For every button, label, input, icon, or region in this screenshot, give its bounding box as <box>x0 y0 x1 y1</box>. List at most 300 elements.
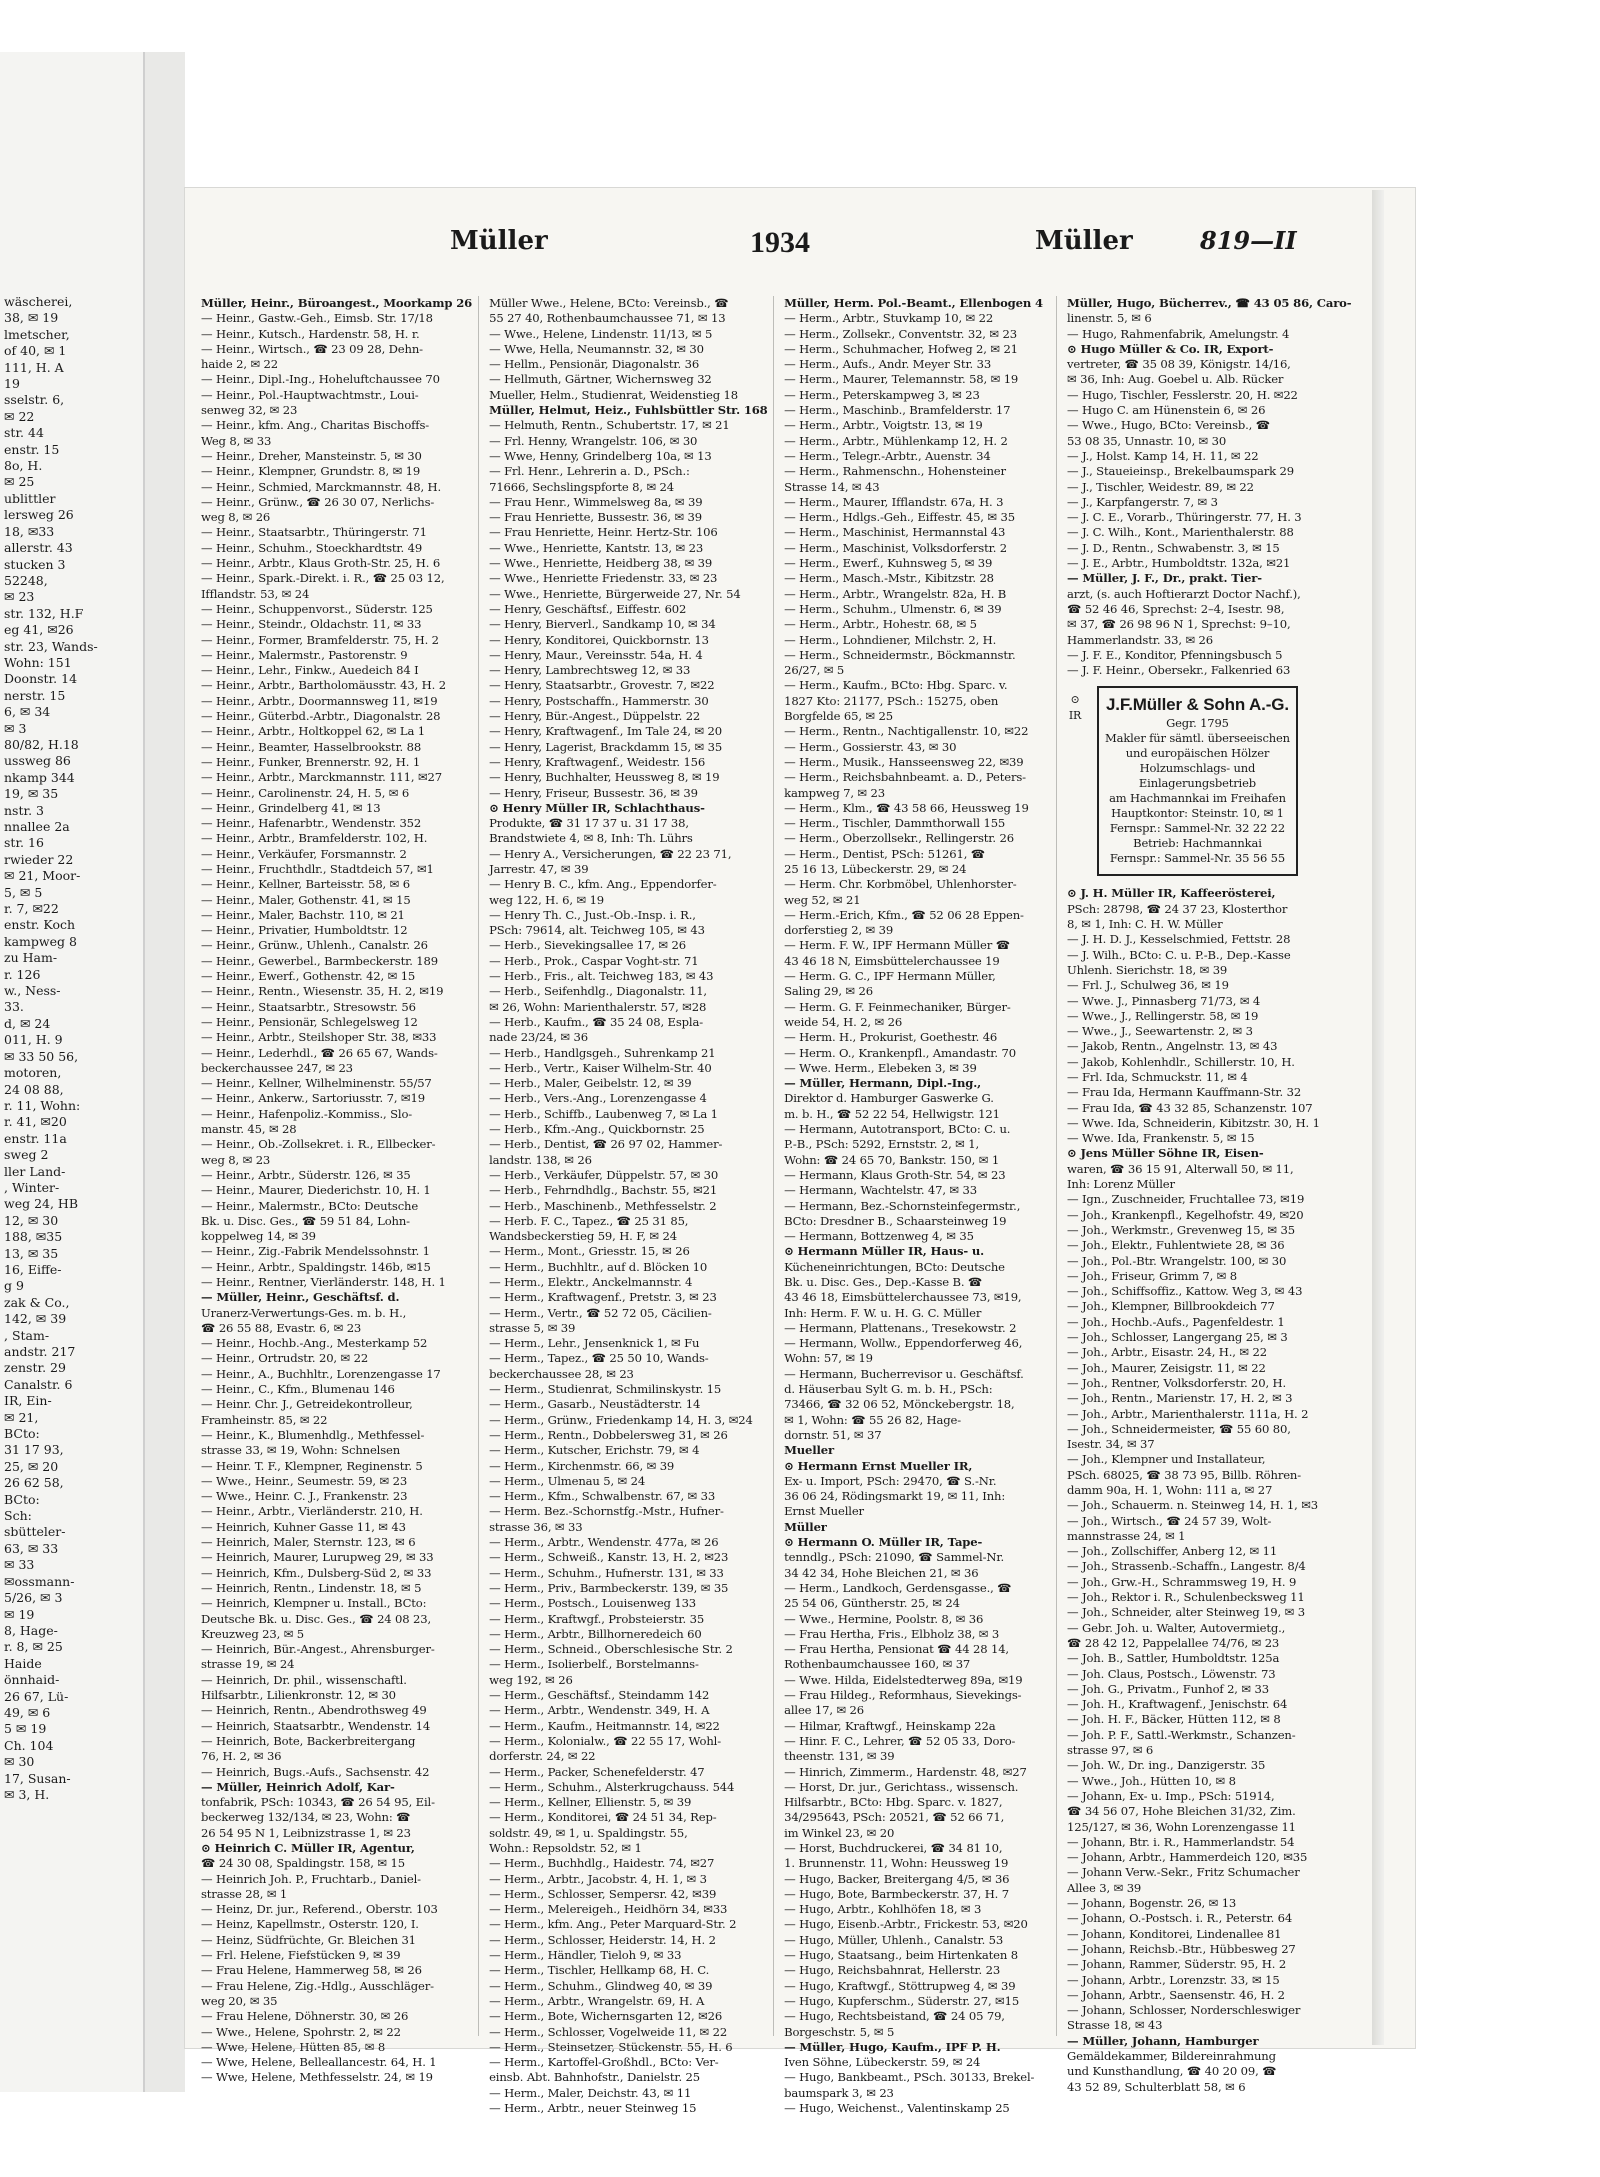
directory-entry: — Herb., Maler, Geibelstr. 12, ✉ 39 <box>489 1076 692 1091</box>
directory-entry: — Frau Henriette, Bussestr. 36, ✉ 39 <box>489 510 702 525</box>
directory-entry: — Joh. B., Sattler, Humboldtstr. 125a <box>1067 1651 1280 1666</box>
directory-entry: — Herm., Packer, Schenefelderstr. 47 <box>489 1764 705 1779</box>
directory-entry: — Heinr., Privatier, Humboldtstr. 12 <box>201 923 408 938</box>
directory-entry: — Joh., Wirtsch., ☎ 24 57 39, Wolt- <box>1067 1513 1272 1528</box>
directory-entry: — Hugo, Kraftwgf., Stöttrupweg 4, ✉ 39 <box>784 1978 1016 1993</box>
directory-entry: — Herm., Kutscher, Erichstr. 79, ✉ 4 <box>489 1443 700 1458</box>
directory-entry: Müller Wwe., Helene, BCto: Vereinsb., ☎ <box>489 296 729 310</box>
directory-entry: ⊙ Henry Müller IR, Schlachthaus- <box>489 800 705 815</box>
directory-entry: — Heinrich, Rentn., Lindenstr. 18, ✉ 5 <box>201 1580 422 1595</box>
fragment-line: 6, ✉ 34 <box>4 704 51 720</box>
fragment-line: BCto: <box>4 1491 40 1507</box>
directory-entry: Strasse 14, ✉ 43 <box>784 479 880 494</box>
directory-entry: — Hugo, Reichsbahnrat, Hellerstr. 23 <box>784 1963 1001 1978</box>
directory-entry: Strasse 18, ✉ 43 <box>1067 2018 1163 2033</box>
directory-entry: — Heinr., Gewerbel., Barmbeckerstr. 189 <box>201 953 438 968</box>
fragment-line: ublittler <box>4 490 56 506</box>
directory-entry: ✉ 1, Wohn: ☎ 55 26 82, Hage- <box>784 1412 962 1427</box>
directory-entry: — Hermann, Bucherrevisor u. Geschäftsf. <box>784 1366 1024 1381</box>
directory-entry: — Herm., Landkoch, Gerdensgasse., ☎ <box>784 1580 1012 1595</box>
fragment-line: kampweg 8 <box>4 933 77 949</box>
directory-entry: — J., Staueieinsp., Brekelbaumspark 29 <box>1067 464 1294 479</box>
directory-entry: — Herm., Rentn., Nachtigallenstr. 10, ✉22 <box>784 724 1029 739</box>
directory-entry: Borgfelde 65, ✉ 25 <box>784 709 893 724</box>
directory-column-2 <box>489 296 774 2116</box>
fragment-line: str. 16 <box>4 835 44 851</box>
directory-entry: linenstr. 5, ✉ 6 <box>1067 311 1152 326</box>
directory-entry: — Horst, Buchdruckerei, ☎ 34 81 10, <box>784 1840 1003 1855</box>
directory-entry: — Joh., Klempner, Billbrookdeich 77 <box>1067 1299 1275 1314</box>
directory-entry: — Joh., Schlosser, Langergang 25, ✉ 3 <box>1067 1330 1288 1345</box>
directory-entry: — Frau Helene, Döhnerstr. 30, ✉ 26 <box>201 2009 409 2024</box>
directory-entry: — Wwe., Henriette, Kantstr. 13, ✉ 23 <box>489 540 704 555</box>
directory-entry: 25 54 06, Güntherstr. 25, ✉ 24 <box>784 1596 960 1611</box>
directory-entry: — Joh., Schiffsoffiz., Kattow. Weg 3, ✉ 43 <box>1067 1284 1303 1299</box>
directory-entry: — Heinr., Pol.-Hauptwachtmstr., Loui- <box>201 387 419 402</box>
directory-entry: — Herm., Schlosser, Vogelweide 11, ✉ 22 <box>489 2024 728 2039</box>
directory-entry: — Heinr., Verkäufer, Forsmannstr. 2 <box>201 846 407 861</box>
directory-entry: — Heinr., Staatsarbtr., Stresowstr. 56 <box>201 999 416 1014</box>
directory-entry: — Herm. H., Prokurist, Goethestr. 46 <box>784 1030 998 1045</box>
directory-entry: — Hellmuth, Gärtner, Wichernsweg 32 <box>489 372 712 387</box>
directory-entry: nade 23/24, ✉ 36 <box>489 1030 588 1045</box>
directory-entry: Mueller, Helm., Studienrat, Weidenstieg 18 <box>489 387 738 402</box>
ad-box <box>1097 686 1298 876</box>
directory-entry: — Henry, Bür.-Angest., Düppelstr. 22 <box>489 709 701 724</box>
directory-entry: — Heinr., Klempner, Grundstr. 8, ✉ 19 <box>201 464 421 479</box>
directory-entry: — Heinr., Ankerw., Sartoriusstr. 7, ✉19 <box>201 1091 425 1106</box>
directory-entry: — Herm., Bote, Wichernsgarten 12, ✉26 <box>489 2009 723 2024</box>
directory-entry: weg 122, H. 6, ✉ 19 <box>489 892 605 907</box>
directory-entry: — Joh., Schneider, alter Steinweg 19, ✉ 3 <box>1067 1605 1305 1620</box>
directory-entry: — Herm., Schlosser, Sempersr. 42, ✉39 <box>489 1886 717 1901</box>
fragment-line: 13, ✉ 35 <box>4 1245 59 1261</box>
directory-entry: — Henry, Friseur, Bussestr. 36, ✉ 39 <box>489 785 698 800</box>
directory-entry: Rothenbaumchaussee 160, ✉ 37 <box>784 1657 971 1672</box>
directory-entry: — Heinr., Malermstr., BCto: Deutsche <box>201 1198 419 1213</box>
directory-entry: — Henry, Lagerist, Brackdamm 15, ✉ 35 <box>489 739 723 754</box>
directory-entry: — Hugo, Weichenst., Valentinskamp 25 <box>784 2101 1010 2116</box>
directory-entry: — Müller, J. F., Dr., prakt. Tier- <box>1067 571 1262 586</box>
page-header <box>205 226 1359 268</box>
header-name-left: Müller <box>450 226 548 256</box>
directory-entry: — Herm., Maschinist, Volksdorferstr. 2 <box>784 540 1008 555</box>
header-name-right: Müller <box>1035 226 1133 256</box>
ad-title: J.F.Müller & Sohn A.-G. <box>1105 695 1289 715</box>
fragment-line: 33. <box>4 999 24 1015</box>
directory-entry: — Heinr., Staatsarbtr., Thüringerstr. 71 <box>201 525 427 540</box>
directory-entry: Produkte, ☎ 31 17 37 u. 31 17 38, <box>489 816 689 831</box>
directory-entry: weg 8, ✉ 26 <box>201 510 271 525</box>
fragment-line: 24 08 88, <box>4 1081 64 1097</box>
directory-entry: — Heinr., Arbtr., Steilshoper Str. 38, ✉33 <box>201 1030 437 1045</box>
directory-entry: — Wwe., Helene, Spohrstr. 2, ✉ 22 <box>201 2024 401 2039</box>
directory-entry: — Joh., Schneidermeister, ☎ 55 60 80, <box>1067 1421 1291 1436</box>
directory-entry: — Heinr., Funker, Brennerstr. 92, H. 1 <box>201 754 421 769</box>
directory-entry: — Herm., Tischler, Hellkamp 68, H. C. <box>489 1963 710 1978</box>
directory-entry: — Jakob, Kohlenhdlr., Schillerstr. 10, H. <box>1067 1054 1295 1069</box>
directory-entry: weg 8, ✉ 23 <box>201 1152 271 1167</box>
directory-entry: — Heinz, Kapellmstr., Osterstr. 120, I. <box>201 1917 419 1932</box>
directory-entry: — Joh. H. F., Bäcker, Hütten 112, ✉ 8 <box>1067 1712 1281 1727</box>
directory-entry: — Hugo C. am Hünenstein 6, ✉ 26 <box>1067 403 1266 418</box>
directory-entry: — Joh., Pol.-Btr. Wrangelstr. 100, ✉ 30 <box>1067 1253 1287 1268</box>
fragment-line: of 40, ✉ 1 <box>4 343 67 359</box>
directory-entry: — Hugo, Kupferschm., Süderstr. 27, ✉15 <box>784 1993 1020 2008</box>
fragment-line: sweg 2 <box>4 1147 49 1163</box>
directory-entry: — Herm., Lohndiener, Milchstr. 2, H. <box>784 632 997 647</box>
directory-entry: — Herm., Arbtr., Hohestr. 68, ✉ 5 <box>784 617 977 632</box>
directory-entry: — Joh. W., Dr. ing., Danzigerstr. 35 <box>1067 1758 1266 1773</box>
directory-entry: — Heinr., Rentn., Wiesenstr. 35, H. 2, ✉19 <box>201 984 444 999</box>
directory-entry: — Herm., Schuhmacher, Hofweg 2, ✉ 21 <box>784 341 1018 356</box>
directory-entry: — Ign., Zuschneider, Fruchtallee 73, ✉19 <box>1067 1192 1305 1207</box>
directory-entry: — Henry, Kraftwagenf., Im Tale 24, ✉ 20 <box>489 724 723 739</box>
directory-entry: — Helmuth, Rentn., Schubertstr. 17, ✉ 21 <box>489 418 730 433</box>
directory-entry: strasse 5, ✉ 39 <box>489 1320 576 1335</box>
directory-entry: tenndlg., PSch: 21090, ☎ Sammel-Nr. <box>784 1550 1005 1565</box>
directory-entry: — Joh., Werkmstr., Grevenweg 15, ✉ 35 <box>1067 1222 1295 1237</box>
directory-entry: — Heinr., Güterbd.-Arbtr., Diagonalstr. 28 <box>201 709 441 724</box>
book-gutter <box>145 52 185 2092</box>
directory-entry: — Herm., Arbtr., Wrangelstr. 69, H. A <box>489 1993 705 2008</box>
directory-entry: — Herm., Oberzollsekr., Rellingerstr. 26 <box>784 831 1014 846</box>
fragment-line: 18, ✉33 <box>4 523 55 539</box>
directory-entry: — Hermann, Plattenans., Tresekowstr. 2 <box>784 1320 1017 1335</box>
directory-entry: — Heinrich, Kuhner Gasse 11, ✉ 43 <box>201 1519 406 1534</box>
directory-entry: — Heinr., Arbtr., Vierländerstr. 210, H. <box>201 1504 423 1519</box>
directory-entry: PSch: 28798, ☎ 24 37 23, Klosterthor <box>1067 901 1288 916</box>
directory-entry: — Wwe, Helene, Methfesselstr. 24, ✉ 19 <box>201 2070 433 2085</box>
fragment-line: g 9 <box>4 1278 24 1294</box>
directory-entry: — Herm., Händler, Tieloh 9, ✉ 33 <box>489 1948 682 1963</box>
directory-entry: — Heinr., Schuppenvorst., Süderstr. 125 <box>201 601 433 616</box>
directory-entry: d. Häuserbau Sylt G. m. b. H., PSch: <box>784 1382 993 1397</box>
fragment-line: 31 17 93, <box>4 1442 64 1458</box>
directory-entry: ⊙ Heinrich C. Müller IR, Agentur, <box>201 1840 415 1855</box>
fragment-line: 111, H. A <box>4 359 64 375</box>
directory-entry: — Joh., Schauerm. n. Steinweg 14, H. 1, ✉3 <box>1067 1498 1318 1513</box>
fragment-line: w., Ness- <box>4 983 61 999</box>
directory-entry: Müller <box>784 1519 827 1534</box>
fragment-line: ✉ 33 50 56, <box>4 1048 79 1064</box>
directory-entry: 1. Brunnenstr. 11, Wohn: Heussweg 19 <box>784 1856 1009 1871</box>
directory-entry: Hilfsarbtr., BCto: Hbg. Sparc. v. 1827, <box>784 1795 1003 1810</box>
directory-entry: ⊙ J. H. Müller IR, Kaffeerösterei, <box>1067 886 1276 901</box>
directory-entry: Inh: Lorenz Müller <box>1067 1177 1175 1192</box>
directory-entry: ⊙ Jens Müller Söhne IR, Eisen- <box>1067 1146 1264 1161</box>
directory-entry: — Henry, Postschaffn., Hammerstr. 30 <box>489 693 709 708</box>
directory-entry: — Heinrich, Maurer, Lurupweg 29, ✉ 33 <box>201 1550 434 1565</box>
directory-entry: mannstrasse 24, ✉ 1 <box>1067 1528 1186 1543</box>
directory-entry: beckerchaussee 28, ✉ 23 <box>489 1366 634 1381</box>
directory-entry: — Herm., kfm. Ang., Peter Marquard-Str. 2 <box>489 1917 737 1932</box>
directory-entry: — Herb., Vertr., Kaiser Wilhelm-Str. 40 <box>489 1060 712 1075</box>
directory-entry: — Joh., Friseur, Grimm 7, ✉ 8 <box>1067 1268 1237 1283</box>
directory-entry: — Johann, Arbtr., Lorenzstr. 33, ✉ 15 <box>1067 1972 1280 1987</box>
directory-entry: — Herm., Arbtr., Jacobstr. 4, H. 1, ✉ 3 <box>489 1871 707 1886</box>
directory-entry: — Herm., Arbtr., Billhorneredeich 60 <box>489 1626 702 1641</box>
fragment-line: ✉ 3, H. <box>4 1786 50 1802</box>
directory-entry: — J., Holst. Kamp 14, H. 11, ✉ 22 <box>1067 448 1259 463</box>
directory-entry: — Herm., Kolonialw., ☎ 22 55 17, Wohl- <box>489 1733 721 1748</box>
directory-entry: — Herm., Zollsekr., Conventstr. 32, ✉ 23 <box>784 326 1017 341</box>
directory-entry: — Henry, Staatsarbtr., Grovestr. 7, ✉22 <box>489 678 715 693</box>
directory-entry: — Müller, Johann, Hamburger <box>1067 2033 1259 2048</box>
directory-entry: — Wwe., Henriette Friedenstr. 33, ✉ 23 <box>489 571 718 586</box>
fragment-line: zak & Co., <box>4 1294 70 1310</box>
directory-entry: — Henry, Bierverl., Sandkamp 10, ✉ 34 <box>489 617 716 632</box>
fragment-line: ✉ 22 <box>4 408 35 424</box>
fragment-line: lmetscher, <box>4 326 70 342</box>
fragment-line: 142, ✉ 39 <box>4 1311 67 1327</box>
fragment-line: 49, ✉ 6 <box>4 1704 51 1720</box>
directory-entry: — Joh. G., Privatm., Funhof 2, ✉ 33 <box>1067 1681 1269 1696</box>
directory-entry: — Herm., Postsch., Louisenweg 133 <box>489 1596 697 1611</box>
directory-entry: — Herm., Reichsbahnbeamt. a. D., Peters- <box>784 770 1026 785</box>
fragment-line: 188, ✉35 <box>4 1229 63 1245</box>
directory-entry: — Heinrich Joh. P., Fruchtarb., Daniel- <box>201 1871 421 1886</box>
fragment-line: 8, Hage- <box>4 1622 58 1638</box>
ad-line: Fernspr.: Sammel-Nr. 35 56 55 <box>1109 851 1286 866</box>
directory-entry: — Gebr. Joh. u. Walter, Autovermietg., <box>1067 1620 1286 1635</box>
directory-entry: — Herm., Konditorei, ☎ 24 51 34, Rep- <box>489 1810 717 1825</box>
fragment-line: andstr. 217 <box>4 1344 76 1359</box>
directory-entry: — Wwe., J., Seewartenstr. 2, ✉ 3 <box>1067 1024 1253 1039</box>
ad-lines <box>1105 716 1290 866</box>
directory-entry: — Heinr., Maler, Gothenstr. 41, ✉ 15 <box>201 892 411 907</box>
fragment-line: IR, Ein- <box>4 1393 52 1409</box>
directory-entry: — Müller, Hermann, Dipl.-Ing., <box>784 1076 982 1091</box>
directory-entry: — Heinr., Steindr., Oldachstr. 11, ✉ 33 <box>201 617 422 632</box>
directory-entry: — Müller, Heinr., Geschäftsf. d. <box>201 1290 400 1305</box>
directory-entry: — Herm., Schlosser, Heiderstr. 14, H. 2 <box>489 1932 716 1947</box>
fragment-line: 16, Eiffe- <box>4 1261 62 1277</box>
fragment-line: nstr. 3 <box>4 802 44 818</box>
directory-entry: — Johann Verw.-Sekr., Fritz Schumacher <box>1067 1865 1300 1880</box>
directory-entry: — Heinr., Schmied, Marckmannstr. 48, H. <box>201 479 442 494</box>
fragment-line: r. 8, ✉ 25 <box>4 1639 63 1655</box>
directory-entry: 43 52 89, Schulterblatt 58, ✉ 6 <box>1067 2079 1246 2094</box>
directory-entry: — Herm., Schuhm., Hufnerstr. 131, ✉ 33 <box>489 1565 724 1580</box>
directory-entry: — Frau Hertha, Fris., Elbholz 38, ✉ 3 <box>784 1626 1000 1641</box>
directory-entry: weg 20, ✉ 35 <box>201 1993 278 2008</box>
directory-entry: — Heinr., Maurer, Diederichstr. 10, H. 1 <box>201 1183 431 1198</box>
fragment-line: 5, ✉ 5 <box>4 884 43 900</box>
directory-entry: Ifflandstr. 53, ✉ 24 <box>201 586 310 601</box>
header-year: 1934 <box>750 226 810 259</box>
fragment-line: zenstr. 29 <box>4 1360 66 1376</box>
directory-entry: — Herm., Kellner, Ellienstr. 5, ✉ 39 <box>489 1795 692 1810</box>
directory-entry: Wohn: 57, ✉ 19 <box>784 1351 873 1366</box>
directory-entry: Müller, Helmut, Heiz., Fuhlsbüttler Str. 168 <box>489 403 768 418</box>
directory-entry: — Frl. Henny, Wrangelstr. 106, ✉ 30 <box>489 433 698 448</box>
directory-entry: — Herm., Schuhm., Alsterkrugchauss. 544 <box>489 1779 735 1794</box>
directory-entry: — Heinrich, Staatsarbtr., Wendenstr. 14 <box>201 1718 431 1733</box>
fragment-line: r. 7, ✉22 <box>4 901 59 917</box>
directory-entry: — Heinr., Arbtr., Süderstr. 126, ✉ 35 <box>201 1167 411 1182</box>
directory-entry: — Herm., Ulmenau 5, ✉ 24 <box>489 1473 646 1488</box>
directory-entry: — Frl. J., Schulweg 36, ✉ 19 <box>1067 978 1229 993</box>
directory-entry: — Wwe., Hermine, Poolstr. 8, ✉ 36 <box>784 1611 984 1626</box>
directory-entry: allee 17, ✉ 26 <box>784 1703 865 1718</box>
directory-entry: — Herb., Seifenhdlg., Diagonalstr. 11, <box>489 984 707 999</box>
directory-entry: — Herm., Maler, Deichstr. 43, ✉ 11 <box>489 2085 692 2100</box>
directory-entry: — Joh., Rektor i. R., Schulenbecksweg 11 <box>1067 1590 1305 1605</box>
directory-entry: — Herm., Dentist, PSch: 51261, ☎ <box>784 846 986 861</box>
directory-entry: — Wwe., Hugo, BCto: Vereinsb., ☎ <box>1067 418 1271 433</box>
fragment-line: wäscherei, <box>4 294 73 309</box>
fragment-line: ller Land- <box>4 1163 66 1179</box>
directory-entry: — Joh., Strassenb.-Schaffn., Langestr. 8/4 <box>1067 1559 1306 1574</box>
directory-entry: — Hilmar, Kraftwgf., Heinskamp 22a <box>784 1718 996 1733</box>
directory-entry: — Johann, Schlosser, Norderschleswiger <box>1067 2003 1301 2018</box>
directory-entry: — Johann, Btr. i. R., Hammerlandstr. 54 <box>1067 1834 1295 1849</box>
directory-entry: Iven Söhne, Lübeckerstr. 59, ✉ 24 <box>784 2055 981 2070</box>
directory-entry: — J. C. E., Vorarb., Thüringerstr. 77, H. 3 <box>1067 510 1302 525</box>
directory-entry: — Joh., Krankenpfl., Kegelhofstr. 49, ✉20 <box>1067 1207 1304 1222</box>
directory-entry: — Herm., Schweiß., Kanstr. 13, H. 2, ✉23 <box>489 1550 729 1565</box>
fragment-line: 19 <box>4 376 20 392</box>
ad-mark-symbol: ⊙ <box>1070 693 1080 707</box>
directory-entry: Deutsche Bk. u. Disc. Ges., ☎ 24 08 23, <box>201 1611 432 1626</box>
directory-entry: Bk. u. Disc. Ges., ☎ 59 51 84, Lohn- <box>201 1213 410 1228</box>
directory-entry: — Herm., Tischler, Dammthorwall 155 <box>784 816 1006 831</box>
directory-entry: — Herb., Maschinenb., Methfesselstr. 2 <box>489 1198 717 1213</box>
fragment-line: enstr. Koch <box>4 917 76 933</box>
directory-entry: Allee 3, ✉ 39 <box>1067 1880 1142 1895</box>
ad-line: am Hachmannkai im Freihafen <box>1109 791 1286 806</box>
directory-entry: im Winkel 23, ✉ 20 <box>784 1825 895 1840</box>
directory-entry: — Heinr., Beamter, Hasselbrookstr. 88 <box>201 739 422 754</box>
directory-entry: — Herb., Schiffb., Laubenweg 7, ✉ La 1 <box>489 1106 718 1121</box>
directory-entry: — Wwe, Henny, Grindelberg 10a, ✉ 13 <box>489 448 712 463</box>
directory-entry: dorferstr. 24, ✉ 22 <box>489 1749 596 1764</box>
directory-entry: — Heinr., Arbtr., Marckmannstr. 111, ✉27 <box>201 770 442 785</box>
directory-entry: haide 2, ✉ 22 <box>201 357 279 372</box>
directory-entry: — Heinr., kfm. Ang., Charitas Bischoffs- <box>201 418 430 433</box>
directory-entry: — Joh., Hochb.-Aufs., Pagenfeldestr. 1 <box>1067 1314 1285 1329</box>
directory-entry: — Johann, Konditorei, Lindenallee 81 <box>1067 1926 1282 1941</box>
directory-entry: — Herm. F. W., IPF Hermann Müller ☎ <box>784 938 1010 953</box>
fragment-line: sbütteler- <box>4 1524 66 1540</box>
fragment-line: str. 23, Wands- <box>4 638 98 654</box>
directory-entry: — Heinrich, Dr. phil., wissenschaftl. <box>201 1672 407 1687</box>
directory-entry: — Heinr. T. F., Klempner, Reginenstr. 5 <box>201 1458 423 1473</box>
directory-entry: senweg 32, ✉ 23 <box>201 403 298 418</box>
directory-entry: — Herm., Arbtr., Wrangelstr. 82a, H. B <box>784 586 1007 601</box>
directory-entry: 25 16 13, Lübeckerstr. 29, ✉ 24 <box>784 861 967 876</box>
directory-entry: einsb. Abt. Bahnhofstr., Danielstr. 25 <box>489 2070 700 2085</box>
ad-marker <box>1067 678 1083 886</box>
fragment-line: 011, H. 9 <box>4 1032 63 1048</box>
directory-entry: — Herm., Musik., Hansseensweg 22, ✉39 <box>784 754 1024 769</box>
directory-entry: — Frau Helene, Zig.-Hdlg., Ausschläger- <box>201 1978 434 1993</box>
directory-entry: — Herm., Kirchenmstr. 66, ✉ 39 <box>489 1458 675 1473</box>
directory-entry: Uranerz-Verwertungs-Ges. m. b. H., <box>201 1305 407 1320</box>
directory-entry: — Heinr., Fruchthdlr., Stadtdeich 57, ✉1 <box>201 861 434 876</box>
ad-line: Fernspr.: Sammel-Nr. 32 22 22 <box>1109 821 1286 836</box>
directory-entry: — Frau Henr., Wimmelsweg 8a, ✉ 39 <box>489 494 703 509</box>
directory-entry: weg 52, ✉ 21 <box>784 892 861 907</box>
directory-entry: — Heinrich, Maler, Sternstr. 123, ✉ 6 <box>201 1535 416 1550</box>
directory-entry: ✉ 37, ☎ 26 98 96 N 1, Sprechst: 9–10, <box>1067 617 1291 632</box>
fragment-line: motoren, <box>4 1065 62 1081</box>
directory-entry: — Henry, Konditorei, Quickbornstr. 13 <box>489 632 709 647</box>
directory-entry: — Heinr., Gastw.-Geh., Eimsb. Str. 17/18 <box>201 311 433 326</box>
directory-entry: — Heinr., Grindelberg 41, ✉ 13 <box>201 800 381 815</box>
directory-entry: — Joh., Klempner und Installateur, <box>1067 1452 1266 1467</box>
directory-entry: ☎ 26 55 88, Evastr. 6, ✉ 23 <box>201 1320 362 1335</box>
directory-entry: — Heinr., Zig.-Fabrik Mendelssohnstr. 1 <box>201 1244 430 1259</box>
directory-entry: ✉ 36, Inh: Aug. Goebel u. Alb. Rücker <box>1067 372 1284 387</box>
directory-entry: — Herm., Maschinb., Bramfelderstr. 17 <box>784 403 1011 418</box>
directory-entry: ☎ 28 42 12, Pappelallee 74/76, ✉ 23 <box>1067 1635 1280 1650</box>
directory-entry: — Frau Ida, ☎ 43 32 85, Schanzenstr. 107 <box>1067 1100 1313 1115</box>
previous-page-fragment <box>0 52 145 2092</box>
directory-entry: — Hugo, Müller, Uhlenh., Canalstr. 53 <box>784 1932 1004 1947</box>
directory-entry: — Johann, Arbtr., Hammerdeich 120, ✉35 <box>1067 1850 1308 1865</box>
fragment-line: , Winter- <box>4 1179 60 1195</box>
directory-entry: — Herm., Kaufm., Heitmannstr. 14, ✉22 <box>489 1718 720 1733</box>
directory-entry: — Hugo, Eisenb.-Arbtr., Frickestr. 53, ✉20 <box>784 1917 1028 1932</box>
directory-entry: strasse 28, ✉ 1 <box>201 1886 288 1901</box>
directory-entry: Gemäldekammer, Bildereinrahmung <box>1067 2048 1276 2063</box>
directory-entry: — Joh., Rentn., Marienstr. 17, H. 2, ✉ 3 <box>1067 1391 1293 1406</box>
fragment-line: 63, ✉ 33 <box>4 1540 59 1556</box>
directory-entry: — Herm., Telegr.-Arbtr., Auenstr. 34 <box>784 448 991 463</box>
fragment-line: ✉ 30 <box>4 1754 35 1770</box>
directory-entry: — Heinr., Arbtr., Klaus Groth-Str. 25, H. 6 <box>201 556 441 571</box>
directory-entry: — Herm., Kraftwgf., Probsteierstr. 35 <box>489 1611 705 1626</box>
fragment-line: 19, ✉ 35 <box>4 786 59 802</box>
directory-entry: — Herm., Elektr., Anckelmannstr. 4 <box>489 1275 693 1289</box>
directory-entry: ⊙ Hermann Ernst Mueller IR, <box>784 1458 973 1473</box>
directory-entry: 26 54 95 N 1, Leibnizstrasse 1, ✉ 23 <box>201 1825 411 1840</box>
directory-entry: — Herb., Fehrndhdlg., Bachstr. 55, ✉21 <box>489 1183 718 1198</box>
directory-entry: — Frl. Henr., Lehrerin a. D., PSch.: <box>489 464 690 479</box>
directory-entry: PSch. 68025, ☎ 38 73 95, Billb. Röhren- <box>1067 1467 1302 1482</box>
directory-entry: — Johann, Arbtr., Saensenstr. 46, H. 2 <box>1067 1987 1285 2002</box>
directory-entry: — Hugo, Bote, Barmbeckerstr. 37, H. 7 <box>784 1886 1009 1901</box>
directory-entry: — Heinrich, Bote, Backerbreitergang <box>201 1733 416 1748</box>
fragment-line: allerstr. 43 <box>4 540 73 556</box>
directory-entry: Direktor d. Hamburger Gaswerke G. <box>784 1091 994 1106</box>
directory-entry: — Hellm., Pensionär, Diagonalstr. 36 <box>489 357 700 372</box>
directory-entry: — Heinr., Maler, Bachstr. 110, ✉ 21 <box>201 907 405 922</box>
directory-entry: — Heinr., Spark.-Direkt. i. R., ☎ 25 03 12, <box>201 571 445 586</box>
directory-entry: ☎ 34 56 07, Hohe Bleichen 31/32, Zim. <box>1067 1804 1296 1819</box>
directory-entry: — Hermann, Wollw., Eppendorferweg 46, <box>784 1336 1023 1351</box>
directory-entry: — Johann, Ex- u. Imp., PSch: 51914, <box>1067 1788 1275 1803</box>
fragment-line: str. 44 <box>4 425 44 441</box>
directory-entry: — Herm., Lehr., Jensenknick 1, ✉ Fu <box>489 1336 700 1351</box>
directory-entry: — Herm., Ewerf., Kuhnsweg 5, ✉ 39 <box>784 556 993 571</box>
fragment-line: ✉ 21, <box>4 1409 39 1425</box>
directory-entry: 34 42 34, Hohe Bleichen 21, ✉ 36 <box>784 1565 979 1580</box>
directory-entry: koppelweg 14, ✉ 39 <box>201 1229 316 1244</box>
directory-entry: — Herm., Rentn., Dobbelersweg 31, ✉ 26 <box>489 1427 728 1442</box>
directory-entry: — Müller, Heinrich Adolf, Kar- <box>201 1779 395 1794</box>
fragment-line: r. 11, Wohn: <box>4 1097 81 1113</box>
fragment-line: lersweg 26 <box>4 507 74 523</box>
directory-entry: — Herm., Arbtr., Stuvkamp 10, ✉ 22 <box>784 311 994 326</box>
directory-entry: — Hugo, Bankbeamt., PSch. 30133, Brekel- <box>784 2070 1035 2085</box>
directory-entry: — Heinr., Arbtr., Spaldingstr. 146b, ✉15 <box>201 1259 431 1274</box>
directory-entry: — Heinr., Hochb.-Ang., Mesterkamp 52 <box>201 1336 428 1351</box>
fragment-line: r. 126 <box>4 966 41 982</box>
fragment-line: BCto: <box>4 1426 40 1442</box>
